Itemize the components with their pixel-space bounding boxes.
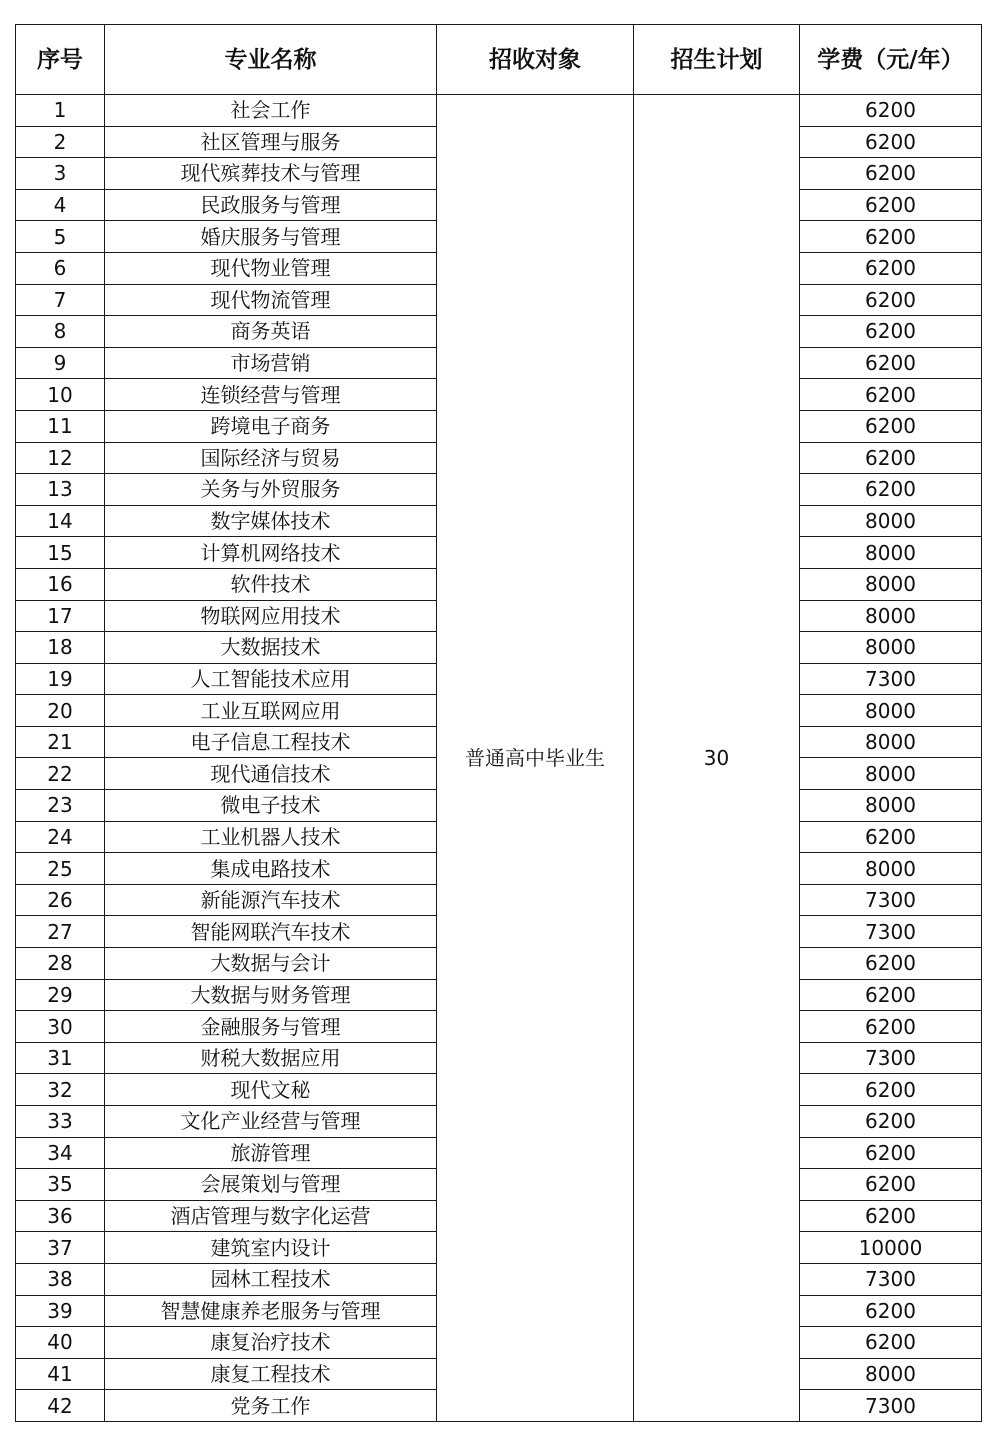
row-fee-cell: 8000 [800, 1358, 982, 1390]
header-row [16, 25, 982, 95]
row-index-cell: 11 [16, 410, 105, 442]
row-major-cell: 智慧健康养老服务与管理 [105, 1295, 437, 1327]
row-major-cell: 康复治疗技术 [105, 1327, 437, 1359]
row-fee-cell: 6200 [800, 189, 982, 221]
target-cell: 普通高中毕业生 [437, 95, 634, 1422]
row-index-cell: 19 [16, 663, 105, 695]
row-fee-cell: 8000 [800, 695, 982, 727]
row-major-cell: 现代文秘 [105, 1074, 437, 1106]
row-index-cell: 29 [16, 979, 105, 1011]
row-fee-cell: 7300 [800, 1263, 982, 1295]
row-fee-cell: 6200 [800, 379, 982, 411]
row-major-cell: 党务工作 [105, 1390, 437, 1422]
header-major: 专业名称 [105, 25, 437, 95]
row-major-cell: 康复工程技术 [105, 1358, 437, 1390]
row-index-cell: 36 [16, 1200, 105, 1232]
row-fee-cell: 6200 [800, 252, 982, 284]
row-major-cell: 微电子技术 [105, 790, 437, 822]
row-index-cell: 20 [16, 695, 105, 727]
row-index-cell: 41 [16, 1358, 105, 1390]
row-major-cell: 会展策划与管理 [105, 1169, 437, 1201]
row-index-cell: 14 [16, 505, 105, 537]
table-row [16, 95, 982, 127]
row-major-cell: 国际经济与贸易 [105, 442, 437, 474]
header-target: 招收对象 [437, 25, 634, 95]
row-index-cell: 40 [16, 1327, 105, 1359]
row-index-cell: 1 [16, 95, 105, 127]
row-fee-cell: 8000 [800, 632, 982, 664]
row-fee-cell: 8000 [800, 537, 982, 569]
row-major-cell: 旅游管理 [105, 1137, 437, 1169]
row-fee-cell: 6200 [800, 442, 982, 474]
row-major-cell: 新能源汽车技术 [105, 884, 437, 916]
row-index-cell: 28 [16, 948, 105, 980]
plan-cell: 30 [634, 95, 800, 1422]
row-index-cell: 4 [16, 189, 105, 221]
row-fee-cell: 6200 [800, 1137, 982, 1169]
row-major-cell: 物联网应用技术 [105, 600, 437, 632]
row-index-cell: 23 [16, 790, 105, 822]
row-index-cell: 2 [16, 126, 105, 158]
row-index-cell: 38 [16, 1263, 105, 1295]
row-index-cell: 42 [16, 1390, 105, 1422]
row-index-cell: 18 [16, 632, 105, 664]
row-index-cell: 5 [16, 221, 105, 253]
row-major-cell: 大数据技术 [105, 632, 437, 664]
row-major-cell: 关务与外贸服务 [105, 474, 437, 506]
row-index-cell: 27 [16, 916, 105, 948]
row-major-cell: 婚庆服务与管理 [105, 221, 437, 253]
row-major-cell: 人工智能技术应用 [105, 663, 437, 695]
row-fee-cell: 6200 [800, 1327, 982, 1359]
enrollment-table [15, 24, 982, 1422]
row-index-cell: 8 [16, 316, 105, 348]
row-fee-cell: 8000 [800, 853, 982, 885]
row-index-cell: 15 [16, 537, 105, 569]
row-major-cell: 现代物流管理 [105, 284, 437, 316]
row-major-cell: 跨境电子商务 [105, 410, 437, 442]
row-fee-cell: 6200 [800, 158, 982, 190]
row-major-cell: 现代通信技术 [105, 758, 437, 790]
row-major-cell: 社区管理与服务 [105, 126, 437, 158]
row-major-cell: 智能网联汽车技术 [105, 916, 437, 948]
row-fee-cell: 6200 [800, 410, 982, 442]
row-index-cell: 9 [16, 347, 105, 379]
row-index-cell: 3 [16, 158, 105, 190]
row-fee-cell: 6200 [800, 221, 982, 253]
row-major-cell: 金融服务与管理 [105, 1011, 437, 1043]
row-fee-cell: 6200 [800, 1074, 982, 1106]
row-major-cell: 社会工作 [105, 95, 437, 127]
row-major-cell: 集成电路技术 [105, 853, 437, 885]
row-major-cell: 连锁经营与管理 [105, 379, 437, 411]
row-fee-cell: 8000 [800, 790, 982, 822]
row-major-cell: 文化产业经营与管理 [105, 1106, 437, 1138]
row-major-cell: 计算机网络技术 [105, 537, 437, 569]
row-fee-cell: 6200 [800, 347, 982, 379]
table-header [16, 25, 982, 95]
row-fee-cell: 6200 [800, 1169, 982, 1201]
row-index-cell: 30 [16, 1011, 105, 1043]
row-index-cell: 34 [16, 1137, 105, 1169]
row-index-cell: 22 [16, 758, 105, 790]
row-major-cell: 工业互联网应用 [105, 695, 437, 727]
row-fee-cell: 8000 [800, 726, 982, 758]
row-fee-cell: 6200 [800, 474, 982, 506]
row-fee-cell: 6200 [800, 126, 982, 158]
row-index-cell: 16 [16, 568, 105, 600]
row-index-cell: 13 [16, 474, 105, 506]
row-major-cell: 数字媒体技术 [105, 505, 437, 537]
row-fee-cell: 6200 [800, 284, 982, 316]
row-fee-cell: 8000 [800, 758, 982, 790]
row-index-cell: 6 [16, 252, 105, 284]
row-major-cell: 财税大数据应用 [105, 1042, 437, 1074]
row-fee-cell: 6200 [800, 1200, 982, 1232]
row-major-cell: 酒店管理与数字化运营 [105, 1200, 437, 1232]
row-fee-cell: 7300 [800, 1390, 982, 1422]
row-fee-cell: 8000 [800, 505, 982, 537]
row-major-cell: 园林工程技术 [105, 1263, 437, 1295]
row-major-cell: 工业机器人技术 [105, 821, 437, 853]
row-fee-cell: 6200 [800, 1106, 982, 1138]
row-major-cell: 现代殡葬技术与管理 [105, 158, 437, 190]
row-fee-cell: 6200 [800, 948, 982, 980]
row-index-cell: 17 [16, 600, 105, 632]
row-index-cell: 26 [16, 884, 105, 916]
row-index-cell: 21 [16, 726, 105, 758]
row-fee-cell: 7300 [800, 663, 982, 695]
row-fee-cell: 7300 [800, 916, 982, 948]
row-index-cell: 10 [16, 379, 105, 411]
row-major-cell: 商务英语 [105, 316, 437, 348]
row-index-cell: 33 [16, 1106, 105, 1138]
row-major-cell: 大数据与会计 [105, 948, 437, 980]
row-major-cell: 市场营销 [105, 347, 437, 379]
row-index-cell: 39 [16, 1295, 105, 1327]
row-major-cell: 民政服务与管理 [105, 189, 437, 221]
row-fee-cell: 8000 [800, 600, 982, 632]
row-major-cell: 软件技术 [105, 568, 437, 600]
row-major-cell: 建筑室内设计 [105, 1232, 437, 1264]
row-fee-cell: 7300 [800, 1042, 982, 1074]
row-fee-cell: 8000 [800, 568, 982, 600]
row-fee-cell: 6200 [800, 979, 982, 1011]
row-index-cell: 24 [16, 821, 105, 853]
header-index: 序号 [16, 25, 105, 95]
row-fee-cell: 6200 [800, 1295, 982, 1327]
row-index-cell: 35 [16, 1169, 105, 1201]
row-major-cell: 现代物业管理 [105, 252, 437, 284]
row-fee-cell: 6200 [800, 95, 982, 127]
row-major-cell: 大数据与财务管理 [105, 979, 437, 1011]
table-body [16, 95, 982, 1422]
row-fee-cell: 10000 [800, 1232, 982, 1264]
row-fee-cell: 6200 [800, 1011, 982, 1043]
header-fee: 学费（元/年） [800, 25, 982, 95]
header-plan: 招生计划 [634, 25, 800, 95]
row-index-cell: 37 [16, 1232, 105, 1264]
row-index-cell: 7 [16, 284, 105, 316]
row-index-cell: 25 [16, 853, 105, 885]
row-index-cell: 31 [16, 1042, 105, 1074]
row-major-cell: 电子信息工程技术 [105, 726, 437, 758]
row-fee-cell: 6200 [800, 821, 982, 853]
row-index-cell: 12 [16, 442, 105, 474]
row-fee-cell: 7300 [800, 884, 982, 916]
row-fee-cell: 6200 [800, 316, 982, 348]
row-index-cell: 32 [16, 1074, 105, 1106]
